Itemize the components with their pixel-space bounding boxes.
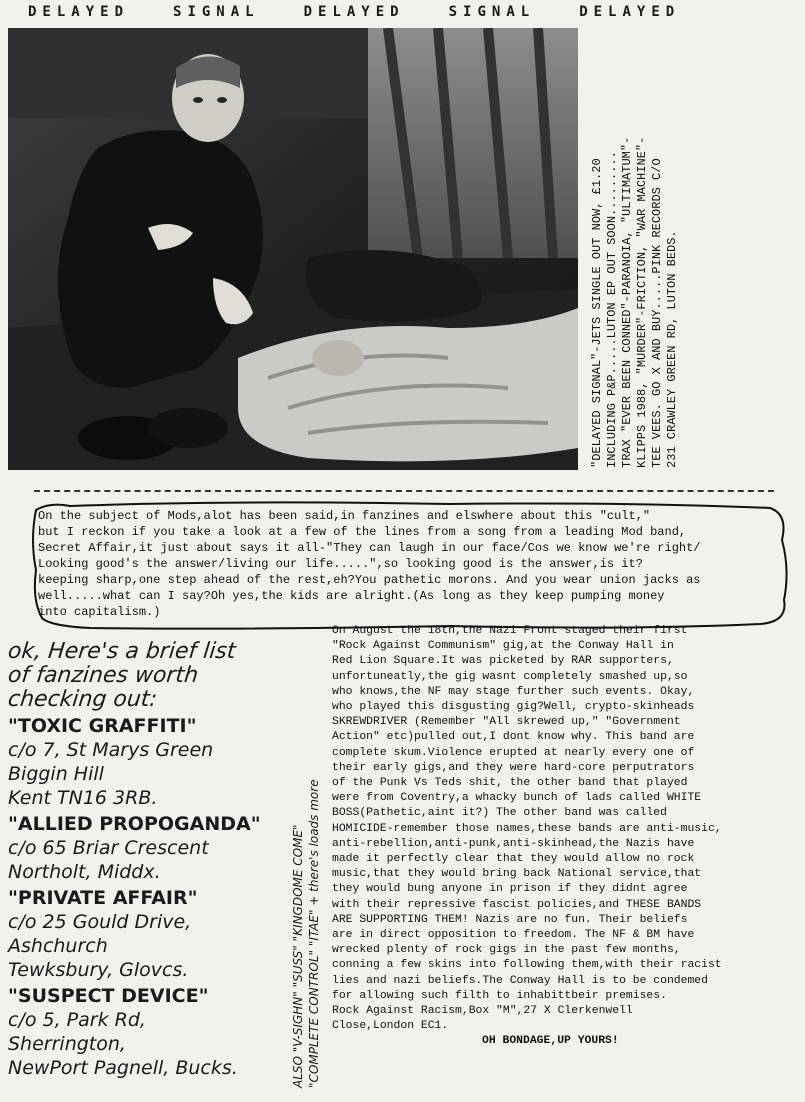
article-line: who knows,the NF may stage further such events. Okay, [332, 685, 695, 698]
article-signoff: OH BONDAGE,UP YOURS! [482, 1035, 619, 1048]
fanzine-intro-line: checking out: [6, 687, 159, 712]
ad-line: TRAX "EVER BEEN CONNED"-PARANOIA, "ULTIMATUM"- [620, 136, 634, 468]
photo-icon [8, 28, 578, 470]
article-line: are in direct opposition to freedom. The NF & BM have [332, 929, 695, 942]
page-header [28, 4, 788, 26]
fanzine-address: c/o 7, St Marys Green [8, 739, 214, 761]
header-word: DELAYED [303, 4, 405, 20]
article-line: lies and nazi beliefs.The Conway Hall is to be condemed [332, 974, 708, 987]
article-line: Close,London EC1. [332, 1020, 449, 1033]
article-line: of the Punk Vs Teds shit, the other band that played [332, 777, 688, 790]
header-word: SIGNAL [173, 4, 260, 20]
side-note-line: ALSO "V-SIGHN" "SUSS" "KINGDOME COME" [291, 824, 305, 1088]
mods-line: into capitalism.) [38, 605, 161, 619]
article-line: complete skum.Violence erupted at nearly every one of [332, 746, 695, 759]
article-line: for allowing such filth to inhabittbeir premises. [332, 989, 667, 1002]
article-line: ARE SUPPORTING THEM! Nazis are no fun. Their beliefs [332, 913, 688, 926]
article-line: On August the 18th,the Nazi Front staged their first [332, 625, 688, 637]
fanzine-address: c/o 5, Park Rd, [8, 1009, 146, 1031]
fanzine-address: Northolt, Middx. [8, 861, 161, 883]
ad-line: 231 CRAWLEY GREEN RD, LUTON BEDS. [665, 230, 679, 468]
header-word: DELAYED [28, 4, 130, 20]
article-line: Rock Against Racism,Box "M",27 X Clerkenwell [332, 1005, 633, 1018]
article-line: they would bung anyone in prison if they didnt agree [332, 883, 688, 896]
fanzine-address: Biggin Hill [8, 763, 104, 785]
header-word: SIGNAL [448, 4, 536, 20]
fanzine-intro-line: ok, Here's a brief list [6, 639, 237, 664]
side-note-line: "COMPLETE CONTROL" "ITAE" + there's loads more [307, 779, 321, 1088]
ad-line: "DELAYED SIGNAL"-JETS SINGLE OUT NOW, £1.20 [590, 158, 604, 468]
mods-line: Secret Affair,it just about says it all-"They can laugh in our face/Cos we know we're right/ [38, 541, 701, 555]
fanzine-list [8, 640, 318, 1100]
fanzine-address: Tewksbury, Glovcs. [8, 959, 189, 981]
fanzine-name: "SUSPECT DEVICE" [8, 985, 209, 1007]
article-line: made it perfectly clear that they would allow no rock [332, 853, 695, 866]
header-word: DELAYED [579, 4, 681, 20]
mods-line: but I reckon if you take a look at a few of the lines from a song from a leading Mod band, [38, 525, 687, 539]
more-fanzines-note [290, 648, 338, 1088]
article-line: unfortuneatly,the gig wasnt completely smashed up,so [332, 670, 688, 683]
fanzine-address: c/o 25 Gould Drive, [8, 911, 192, 933]
mods-comment-box [30, 500, 792, 630]
record-ad-vertical [590, 28, 710, 468]
fanzine-address: Ashchurch [8, 935, 108, 957]
fanzine-address: c/o 65 Briar Crescent [8, 837, 209, 859]
mods-line: Looking good's the answer/living our life.....",so looking good is the answer,is it? [38, 557, 643, 571]
article-line: conning a few skins into following them,with their racist [332, 959, 722, 972]
fanzine-name: "PRIVATE AFFAIR" [8, 887, 198, 909]
fanzine-address: NewPort Pagnell, Bucks. [8, 1057, 238, 1079]
ad-line: KLIPPS 1988, "MURDER"-FRICTION, "WAR MACHINE"- [635, 136, 649, 468]
article-line: HOMICIDE-remember those names,these bands are anti-music, [332, 822, 722, 835]
fanzine-name: "TOXIC GRAFFITI" [8, 715, 197, 737]
fanzine-address: Sherrington, [8, 1033, 126, 1055]
article-line: wrecked plenty of rock gigs in the past few months, [332, 944, 681, 957]
ad-line: TEE VEES. GO X AND BUY.....PINK RECORDS C/O [650, 158, 664, 468]
article-line: Action" etc)pulled out,I dont know why. This band are [332, 731, 695, 744]
mods-line: keeping sharp,one step ahead of the rest,eh?You pathetic morons. And you wear union jacks as [38, 573, 701, 587]
article-line: their early gigs,and they were hard-core perputrators [332, 761, 695, 774]
dashed-divider [34, 490, 774, 492]
ad-line: INCLUDING P&P.....LUTON EP OUT SOON......... [605, 151, 619, 468]
article-line: "Rock Against Communism" gig,at the Conway Hall in [332, 640, 674, 653]
article-line: SKREWDRIVER (Remember "All skrewed up," "Government [332, 716, 681, 729]
band-photo [8, 28, 578, 470]
article-line: were from Coventry,a whacky bunch of lads called WHITE [332, 792, 702, 805]
article-line: BOSS(Pathetic,aint it?) The other band was called [332, 807, 667, 820]
fanzine-name: "ALLIED PROPOGANDA" [8, 813, 261, 835]
fanzine-intro-line: of fanzines worth [6, 663, 200, 688]
article-line: with their repressive fascist policies,and THESE BANDS [332, 898, 702, 911]
fanzine-address: Kent TN16 3RB. [8, 787, 158, 809]
mods-line: On the subject of Mods,alot has been said,in fanzines and elswhere about this "cult," [38, 509, 651, 523]
article-line: who played this disgusting gig?Well, crypto-skinheads [332, 701, 695, 714]
article-line: music,that they would bring back National service,that [332, 868, 702, 881]
article-line: Red Lion Square.It was picketed by RAR supporters, [332, 655, 674, 668]
article-line: anti-rebellion,anti-punk,anti-skinhead,the Nazis have [332, 837, 695, 850]
mods-line: well.....what can I say?Oh yes,the kids are alright.(As long as they keep pumping money [38, 589, 665, 603]
nazi-front-article [332, 624, 802, 1050]
